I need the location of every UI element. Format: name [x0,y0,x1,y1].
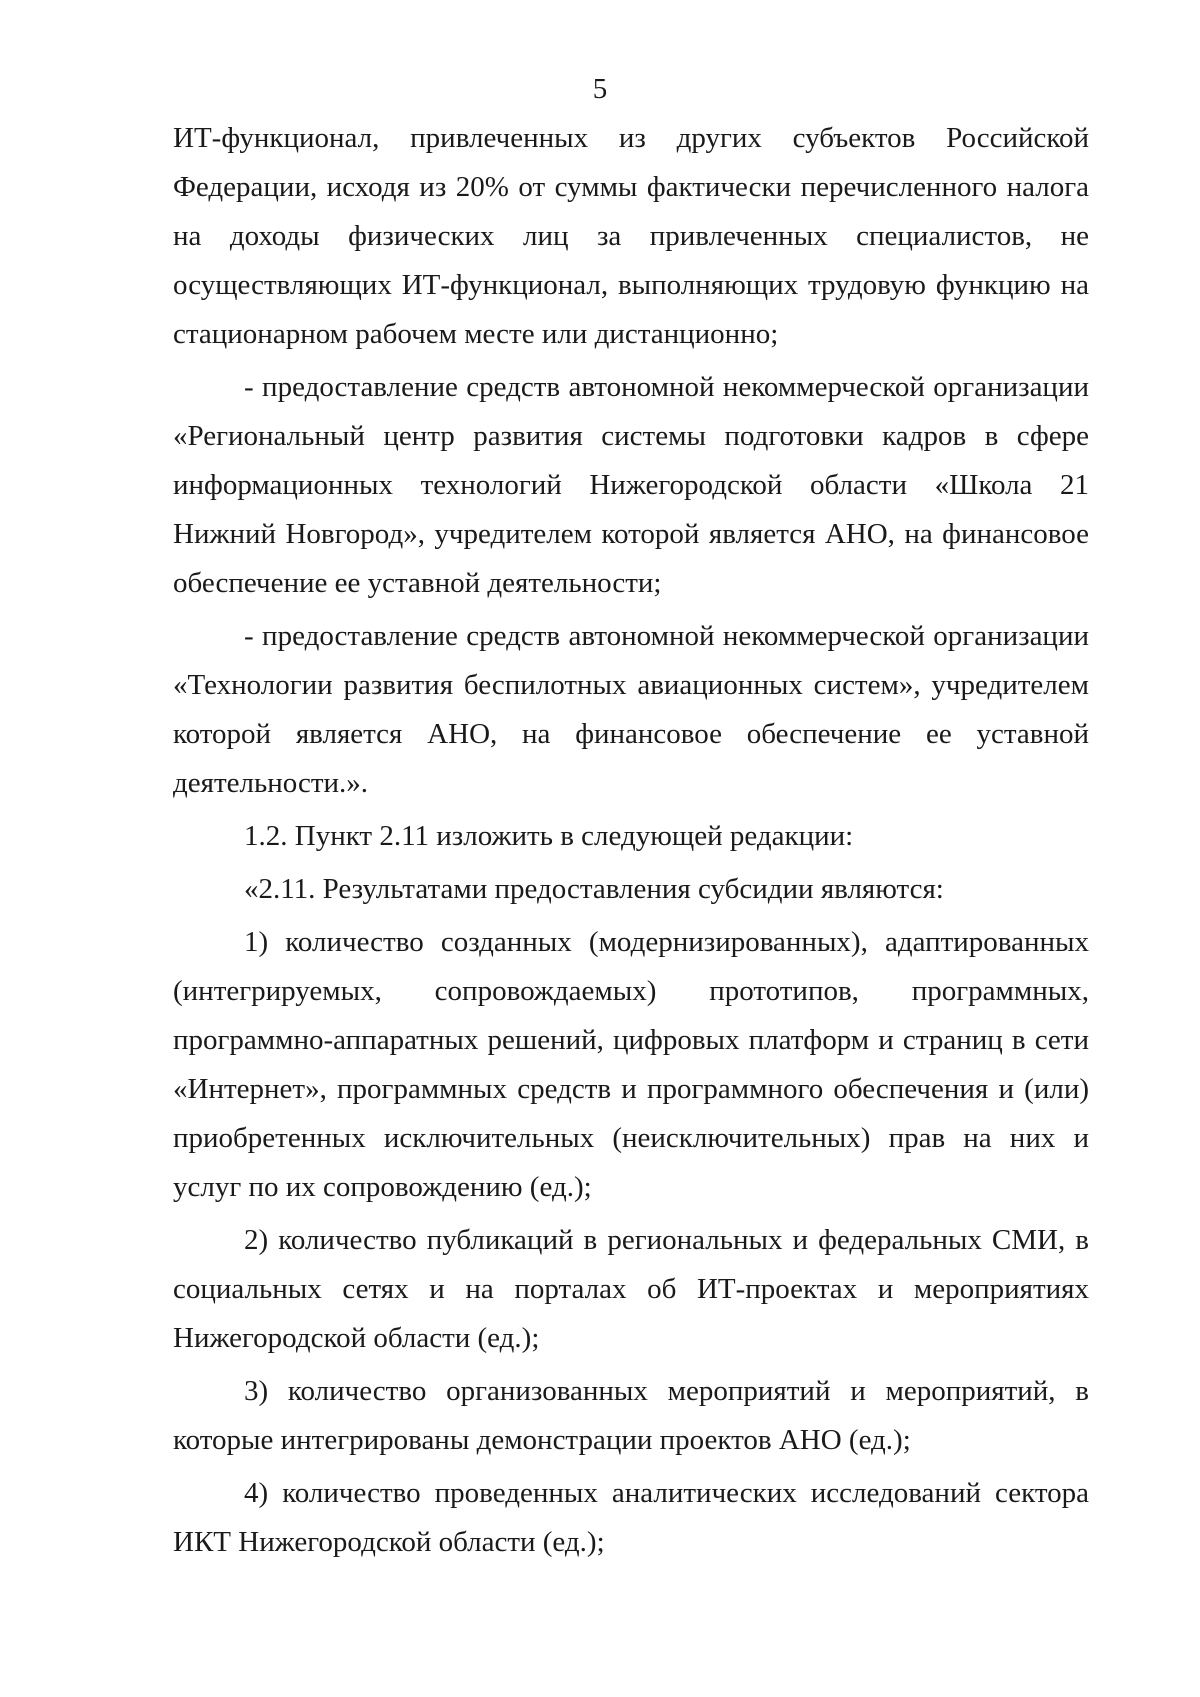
paragraph-result-2: 2) количество публикаций в региональных и федеральных СМИ, в социальных сетях и на порталах об ИТ-проектах и мероприятиях Нижегородской области (ед.); [173,1224,1089,1354]
paragraph-item-1-2: 1.2. Пункт 2.11 изложить в следующей редакции: [244,820,854,852]
page-number: 5 [592,73,608,105]
document-body [173,114,1089,1571]
paragraph-result-3: 3) количество организованных мероприятий и мероприятий, в которые интегрированы демонстрации проектов АНО (ед.); [173,1375,1089,1456]
paragraph-continuation: ИТ-функционал, привлеченных из других субъектов Российской Федерации, исходя из 20% от суммы фактически перечисленного налога на доходы физических лиц за привлеченных специалистов, не осуществляющих ИТ-функционал, выполняющих трудовую функцию на стационарном рабочем месте или дистанционно; [173,122,1089,350]
paragraph-drone-systems-funding: - предоставление средств автономной некоммерческой организации «Технологии развития беспилотных авиационных систем», учредителем которой является АНО, на финансовое обеспечение ее уставной деятельности.». [173,620,1089,799]
paragraph-result-1: 1) количество созданных (модернизированных), адаптированных (интегрируемых, сопровождаемых) прототипов, программных, программно-аппаратных решений, цифровых платформ и страниц в сети «Интернет», программных средств и программного обеспечения и (или) приобретенных исключительных (неисключительных) прав на них и услуг по их сопровождению (ед.); [173,926,1089,1203]
paragraph-item-2-11: «2.11. Результатами предоставления субсидии являются: [244,873,944,905]
paragraph-result-4: 4) количество проведенных аналитических исследований сектора ИКТ Нижегородской области (ед.); [173,1477,1089,1558]
paragraph-school-21-funding: - предоставление средств автономной некоммерческой организации «Региональный центр развития системы подготовки кадров в сфере информационных технологий Нижегородской области «Школа 21 Нижний Новгород», учредителем которой является АНО, на финансовое обеспечение ее уставной деятельности; [173,371,1089,599]
